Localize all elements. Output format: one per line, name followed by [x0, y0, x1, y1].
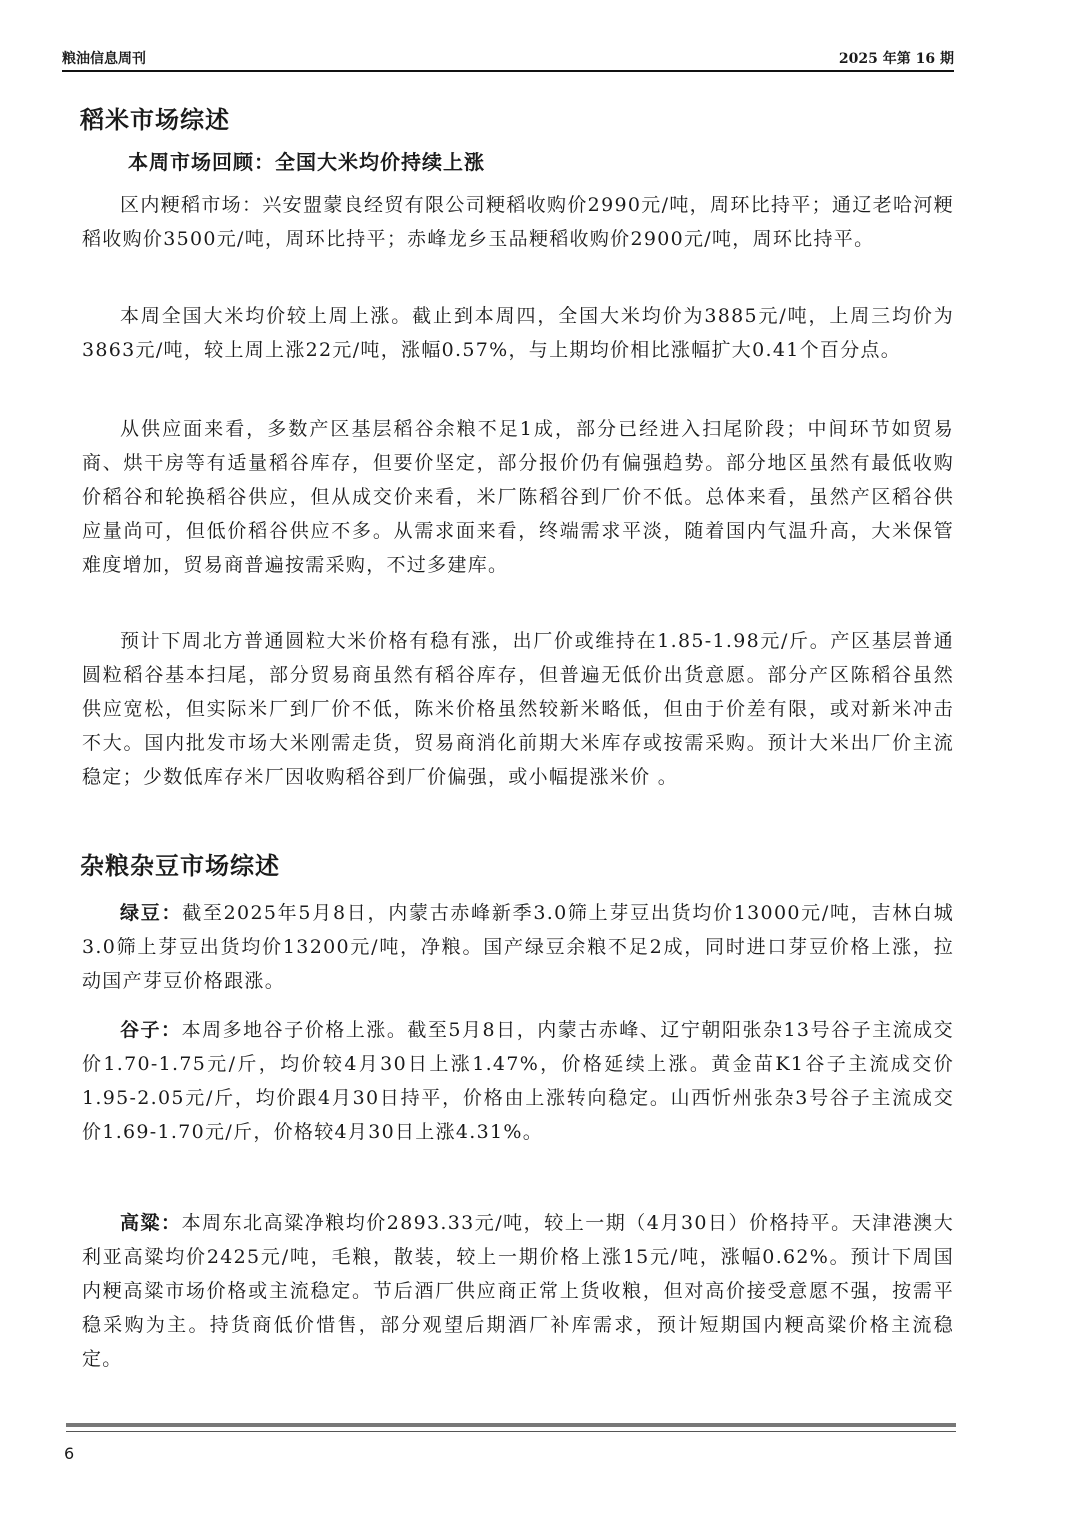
- millet-paragraph: [82, 1013, 954, 1149]
- mung-bean-text: 截至2025年5月8日，内蒙古赤峰新季3.0筛上芽豆出货均价13000元/吨，吉林白城3.0筛上芽豆出货均价13200元/吨，净粮。国产绿豆余粮不足2成，同时进口芽豆价格上涨，拉动国产芽豆价格跟涨。: [82, 902, 954, 992]
- publication-name: 粮油信息周刊: [62, 51, 146, 67]
- rice-paragraph-3: 从供应面来看，多数产区基层稻谷余粮不足1成，部分已经进入扫尾阶段；中间环节如贸易商、烘干房等有适量稻谷库存，但要价坚定，部分报价仍有偏强趋势。部分地区虽然有最低收购价稻谷和轮换稻谷供应，但从成交价来看，米厂陈稻谷到厂价不低。总体来看，虽然产区稻谷供应量尚可，但低价稻谷供应不多。从需求面来看，终端需求平淡，随着国内气温升高，大米保管难度增加，贸易商普遍按需采购，不过多建库。: [82, 418, 954, 576]
- rice-paragraph-4: 预计下周北方普通圆粒大米价格有稳有涨，出厂价或维持在1.85-1.98元/斤。产区基层普通圆粒稻谷基本扫尾，部分贸易商虽然有稻谷库存，但普遍无低价出货意愿。部分产区陈稻谷虽然供应宽松，但实际米厂到厂价不低，陈米价格虽然较新米略低，但由于价差有限，或对新米冲击不大。国内批发市场大米刚需走货，贸易商消化前期大米库存或按需采购。预计大米出厂价主流稳定；少数低库存米厂因收购稻谷到厂价偏强，或小幅提涨米价 。: [82, 630, 954, 788]
- mung-bean-label: 绿豆：: [120, 902, 183, 924]
- issue-number: 2025 年第 16 期: [838, 51, 954, 67]
- mung-bean-paragraph: [82, 896, 954, 998]
- header-divider: [62, 70, 954, 72]
- millet-label: 谷子：: [120, 1019, 182, 1041]
- page-header: [62, 42, 954, 68]
- rice-section-subtitle: 本周市场回顾：全国大米均价持续上涨: [128, 150, 485, 174]
- sorghum-text: 本周东北高粱净粮均价2893.33元/吨，较上一期（4月30日）价格持平。天津港澳大利亚高粱均价2425元/吨，毛粮，散装，较上一期价格上涨15元/吨，涨幅0.62%。预计下周国内粳高粱市场价格或主流稳定。节后酒厂供应商正常上货收粮，但对高价接受意愿不强，按需平稳采购为主。持货商低价惜售，部分观望后期酒厂补库需求，预计短期国内粳高粱价格主流稳定。: [82, 1212, 954, 1370]
- page-number: 6: [64, 1444, 75, 1463]
- rice-section-title: 稻米市场综述: [80, 105, 230, 134]
- sorghum-paragraph: [82, 1206, 954, 1376]
- sorghum-label: 高粱：: [120, 1212, 182, 1234]
- rice-paragraph-1: 区内粳稻市场：兴安盟蒙良经贸有限公司粳稻收购价2990元/吨，周环比持平；通辽老哈河粳稻收购价3500元/吨，周环比持平；赤峰龙乡玉品粳稻收购价2900元/吨，周环比持平。: [82, 194, 954, 250]
- grains-section-title: 杂粮杂豆市场综述: [80, 851, 280, 880]
- footer-divider: [66, 1423, 956, 1427]
- millet-text: 本周多地谷子价格上涨。截至5月8日，内蒙古赤峰、辽宁朝阳张杂13号谷子主流成交价1.70-1.75元/斤，均价较4月30日上涨1.47%，价格延续上涨。黄金苗K1谷子主流成交价1.95-2.05元/斤，均价跟4月30日持平，价格由上涨转向稳定。山西忻州张杂3号谷子主流成交价1.69-1.70元/斤，价格较4月30日上涨4.31%。: [82, 1019, 954, 1143]
- rice-paragraph-2: 本周全国大米均价较上周上涨。截止到本周四，全国大米均价为3885元/吨，上周三均价为3863元/吨，较上周上涨22元/吨，涨幅0.57%，与上期均价相比涨幅扩大0.41个百分点。: [82, 305, 954, 361]
- footer-divider-thin: [66, 1431, 956, 1432]
